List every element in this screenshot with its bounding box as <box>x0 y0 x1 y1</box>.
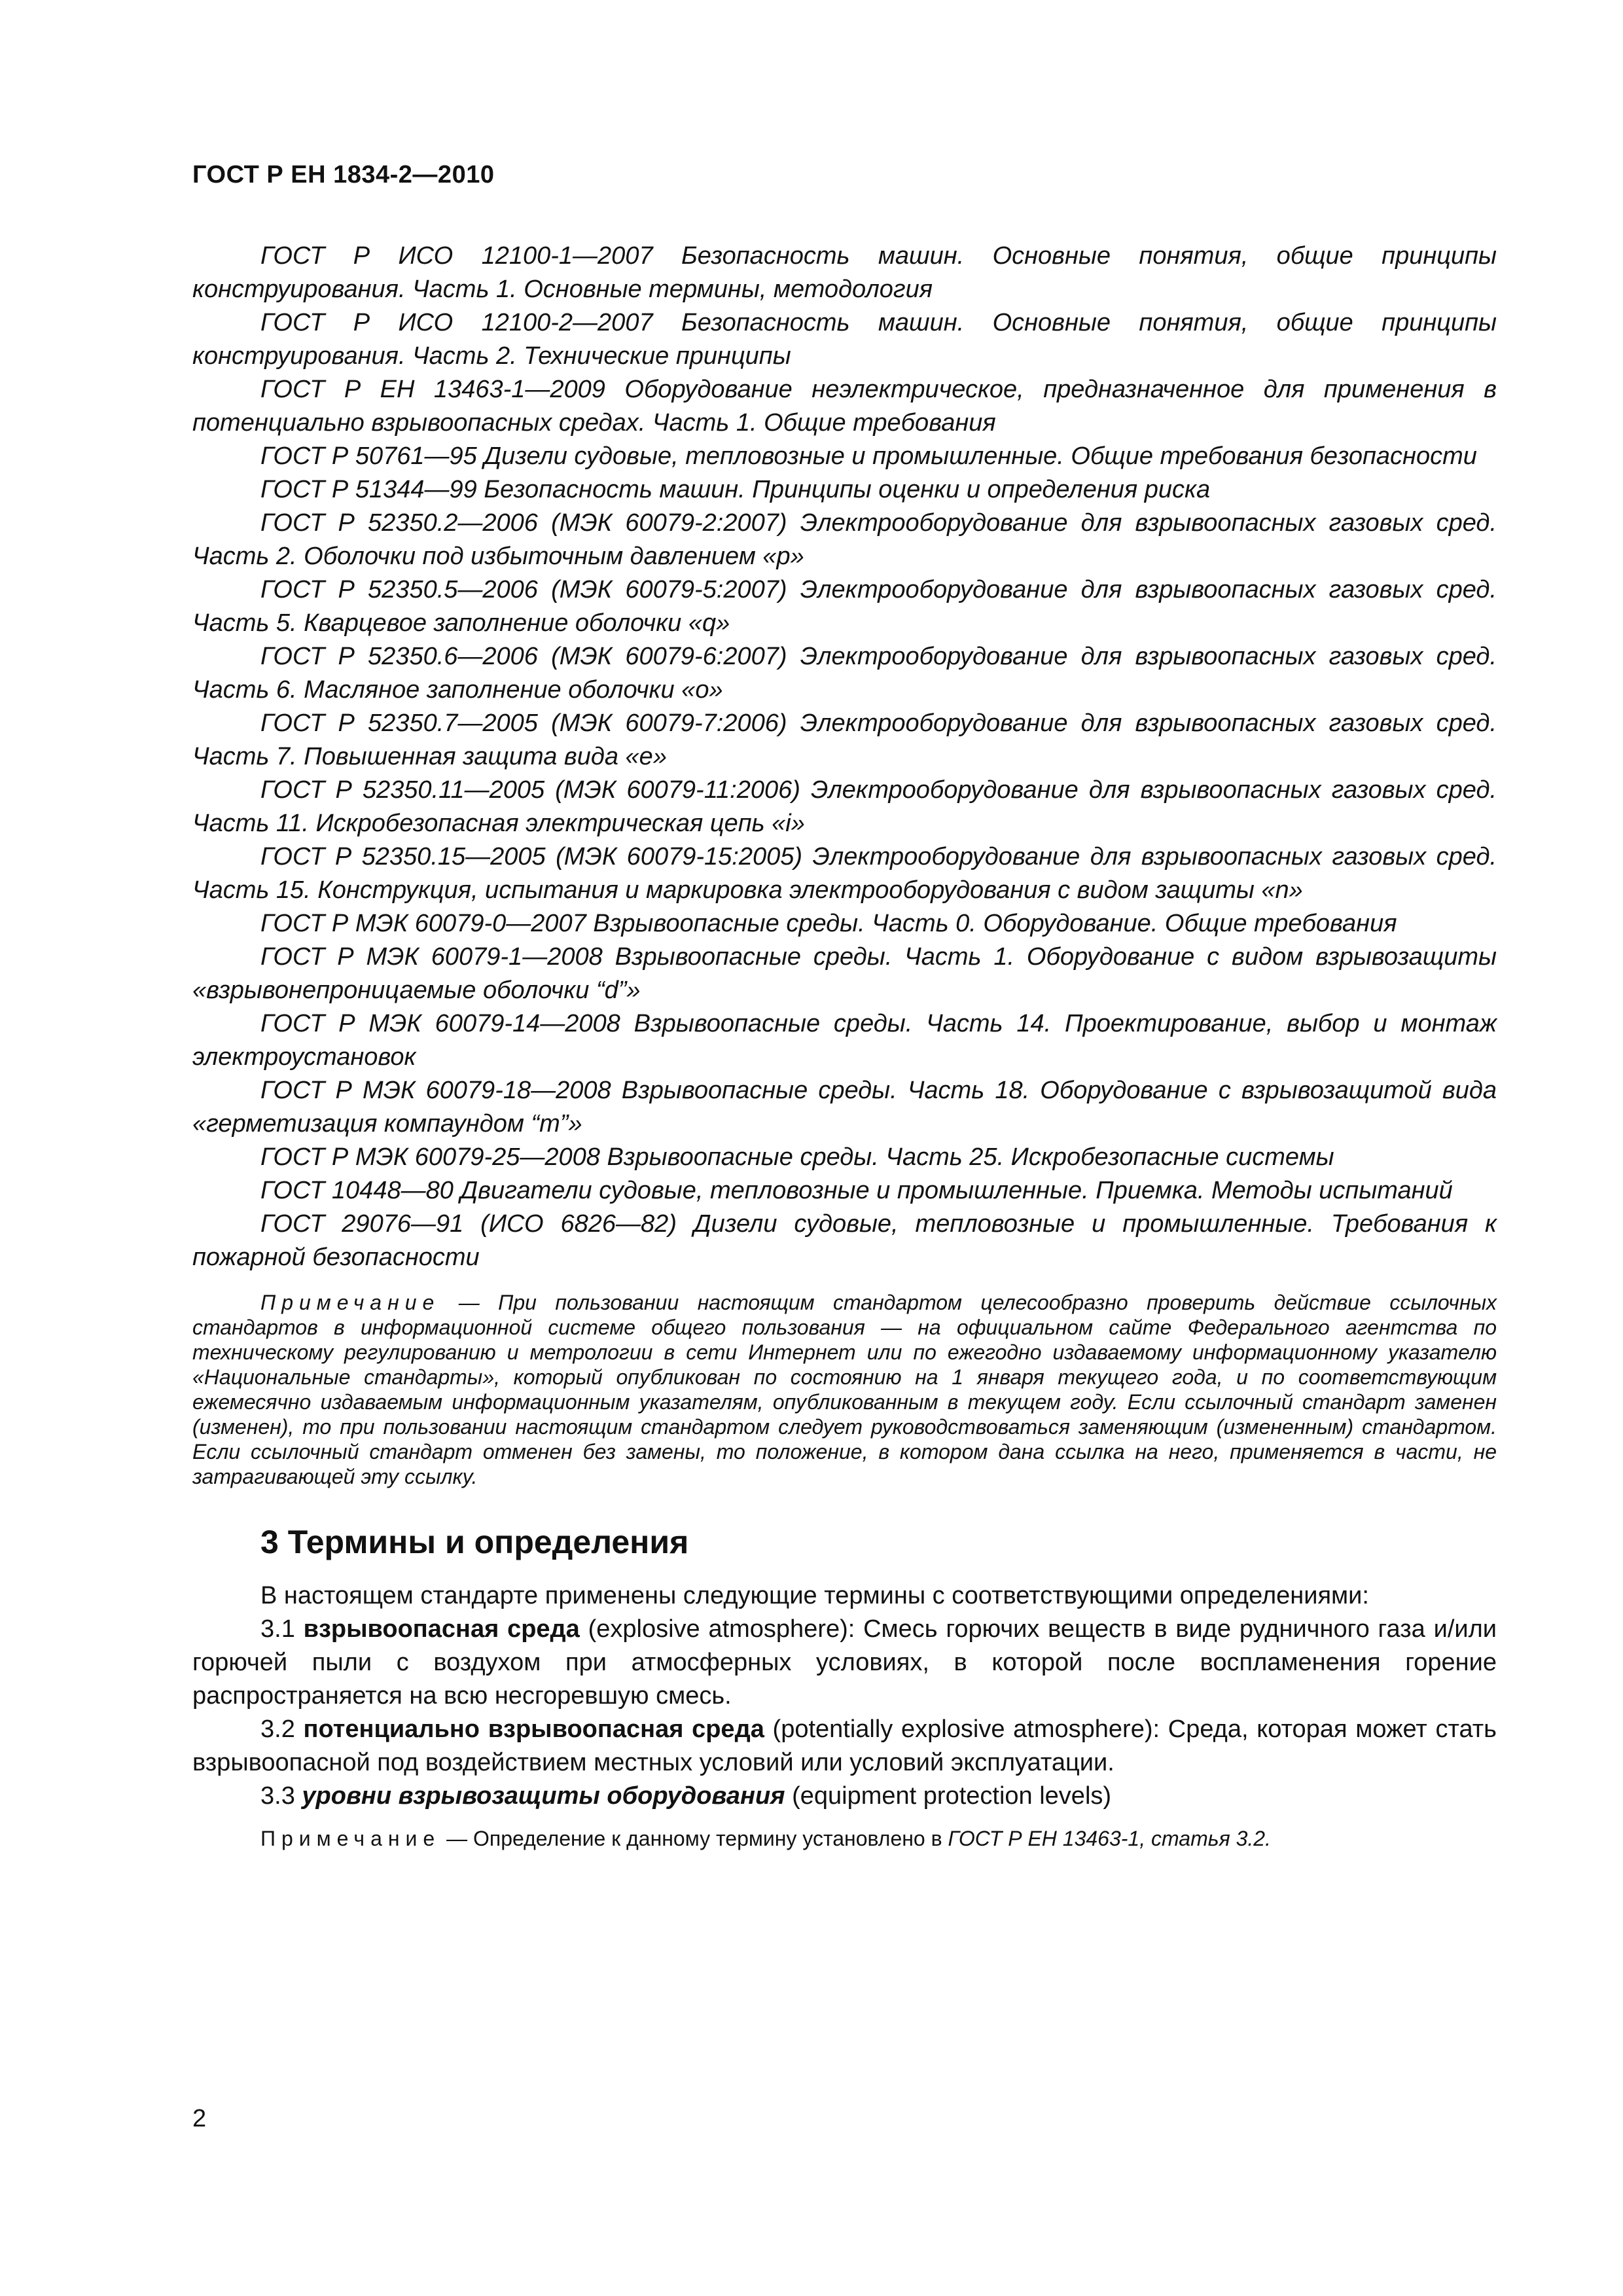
reference-item: ГОСТ Р 52350.6—2006 (МЭК 60079-6:2007) Электрооборудование для взрывоопасных газовых сред. Часть 6. Масляное заполнение оболочки «о» <box>192 643 1497 704</box>
term-name: потенциально взрывоопасная среда <box>303 1715 764 1743</box>
term-name: взрывоопасная среда <box>303 1615 580 1643</box>
term-number: 3.2 <box>260 1715 304 1743</box>
reference-item: ГОСТ Р МЭК 60079-14—2008 Взрывоопасные среды. Часть 14. Проектирование, выбор и монтаж электроустановок <box>192 1010 1497 1071</box>
reference-item: ГОСТ Р 50761—95 Дизели судовые, тепловозные и промышленные. Общие требования безопасности <box>260 442 1477 470</box>
reference-item: ГОСТ Р 52350.5—2006 (МЭК 60079-5:2007) Электрооборудование для взрывоопасных газовых сред. Часть 5. Кварцевое заполнение оболочки «q» <box>192 576 1497 637</box>
reference-item: ГОСТ Р МЭК 60079-0—2007 Взрывоопасные среды. Часть 0. Оборудование. Общие требования <box>260 910 1397 937</box>
reference-item: ГОСТ Р 52350.15—2005 (МЭК 60079-15:2005) Электрооборудование для взрывоопасных газовых сред. Часть 15. Конструкция, испытания и маркировка электрооборудования с видом защиты «n» <box>192 843 1497 904</box>
note-text: — Определение к данному термину установлено в <box>440 1827 948 1850</box>
term-definition <box>192 1780 1497 1813</box>
reference-item: ГОСТ 29076—91 (ИСО 6826—82) Дизели судовые, тепловозные и промышленные. Требования к пожарной безопасности <box>192 1210 1497 1271</box>
reference-item: ГОСТ Р ИСО 12100-2—2007 Безопасность машин. Основные понятия, общие принципы конструирования. Часть 2. Технические принципы <box>192 309 1497 370</box>
term-definition <box>192 1713 1497 1780</box>
page-number: 2 <box>192 2105 207 2132</box>
reference-item: ГОСТ 10448—80 Двигатели судовые, тепловозные и промышленные. Приемка. Методы испытаний <box>260 1177 1453 1204</box>
reference-item: ГОСТ Р 52350.7—2005 (МЭК 60079-7:2006) Электрооборудование для взрывоопасных газовых сред. Часть 7. Повышенная защита вида «е» <box>192 709 1497 770</box>
term-text: (potentially explosive atmosphere): Среда, которая может стать взрывоопасной под воздействием местных условий или условий эксплуатации. <box>192 1715 1497 1776</box>
section-title: 3 Термины и определения <box>260 1524 689 1560</box>
section-intro: В настоящем стандарте применены следующие термины с соответствующими определениями: <box>260 1582 1369 1609</box>
reference-item: ГОСТ Р МЭК 60079-1—2008 Взрывоопасные среды. Часть 1. Оборудование с видом взрывозащиты «взрывонепроницаемые оболочки “d”» <box>192 943 1497 1004</box>
reference-item: ГОСТ Р ЕН 13463-1—2009 Оборудование неэлектрическое, предназначенное для применения в потенциально взрывоопасных средах. Часть 1. Общие требования <box>192 376 1497 437</box>
page-content <box>192 240 1497 1851</box>
term-name: уровни взрывозащиты оборудования <box>302 1782 785 1810</box>
reference-item: ГОСТ Р 52350.11—2005 (МЭК 60079-11:2006) Электрооборудование для взрывоопасных газовых сред. Часть 11. Искробезопасная электрическая цепь «i» <box>192 776 1497 837</box>
term-number: 3.3 <box>260 1782 302 1810</box>
note-label: Примечание <box>260 1291 440 1314</box>
normative-references-list <box>192 240 1497 1274</box>
term-text: (explosive atmosphere): Смесь горючих веществ в виде рудничного газа и/или горючей пыли с воздухом при атмосферных условиях, в которой после воспламенения горение распространяется на всю несгоревшую смесь. <box>192 1615 1497 1710</box>
note-text: — При пользовании настоящим стандартом целесообразно проверить действие ссылочных стандартов в информационной системе общего пользования — на официальном сайте Федерального агентства по техническому регулированию и метрологии в сети Интернет или по ежегодно издаваемому информационному указателю «Национальные стандарты», который опубликован по состоянию на 1 января текущего года, и по соответствующим ежемесячно издаваемым информационным указателям, опубликованным в текущем году. Если ссылочный стандарт заменен (изменен), то при пользовании настоящим стандартом следует руководствоваться заменяющим (измененным) стандартом. Если ссылочный стандарт отменен без замены, то положение, в котором дана ссылка на него, применяется в части, не затрагивающей эту ссылку. <box>192 1291 1497 1488</box>
reference-item: ГОСТ Р МЭК 60079-25—2008 Взрывоопасные среды. Часть 25. Искробезопасные системы <box>260 1143 1334 1171</box>
document-number-header: ГОСТ Р ЕН 1834-2—2010 <box>192 161 495 188</box>
reference-item: ГОСТ Р МЭК 60079-18—2008 Взрывоопасные среды. Часть 18. Оборудование с взрывозащитой вида «герметизация компаундом “m”» <box>192 1077 1497 1138</box>
note-label: Примечание <box>260 1827 441 1850</box>
term-text: (equipment protection levels) <box>785 1782 1112 1810</box>
term-definition <box>192 1613 1497 1713</box>
references-note <box>192 1290 1497 1489</box>
reference-item: ГОСТ Р ИСО 12100-1—2007 Безопасность машин. Основные понятия, общие принципы конструирования. Часть 1. Основные термины, методология <box>192 242 1497 303</box>
note-reference: ГОСТ Р ЕН 13463-1, статья 3.2. <box>948 1827 1271 1850</box>
reference-item: ГОСТ Р 52350.2—2006 (МЭК 60079-2:2007) Электрооборудование для взрывоопасных газовых сред. Часть 2. Оболочки под избыточным давлением «р» <box>192 509 1497 570</box>
definition-note <box>192 1826 1497 1851</box>
term-number: 3.1 <box>260 1615 304 1643</box>
reference-item: ГОСТ Р 51344—99 Безопасность машин. Принципы оценки и определения риска <box>260 476 1211 503</box>
